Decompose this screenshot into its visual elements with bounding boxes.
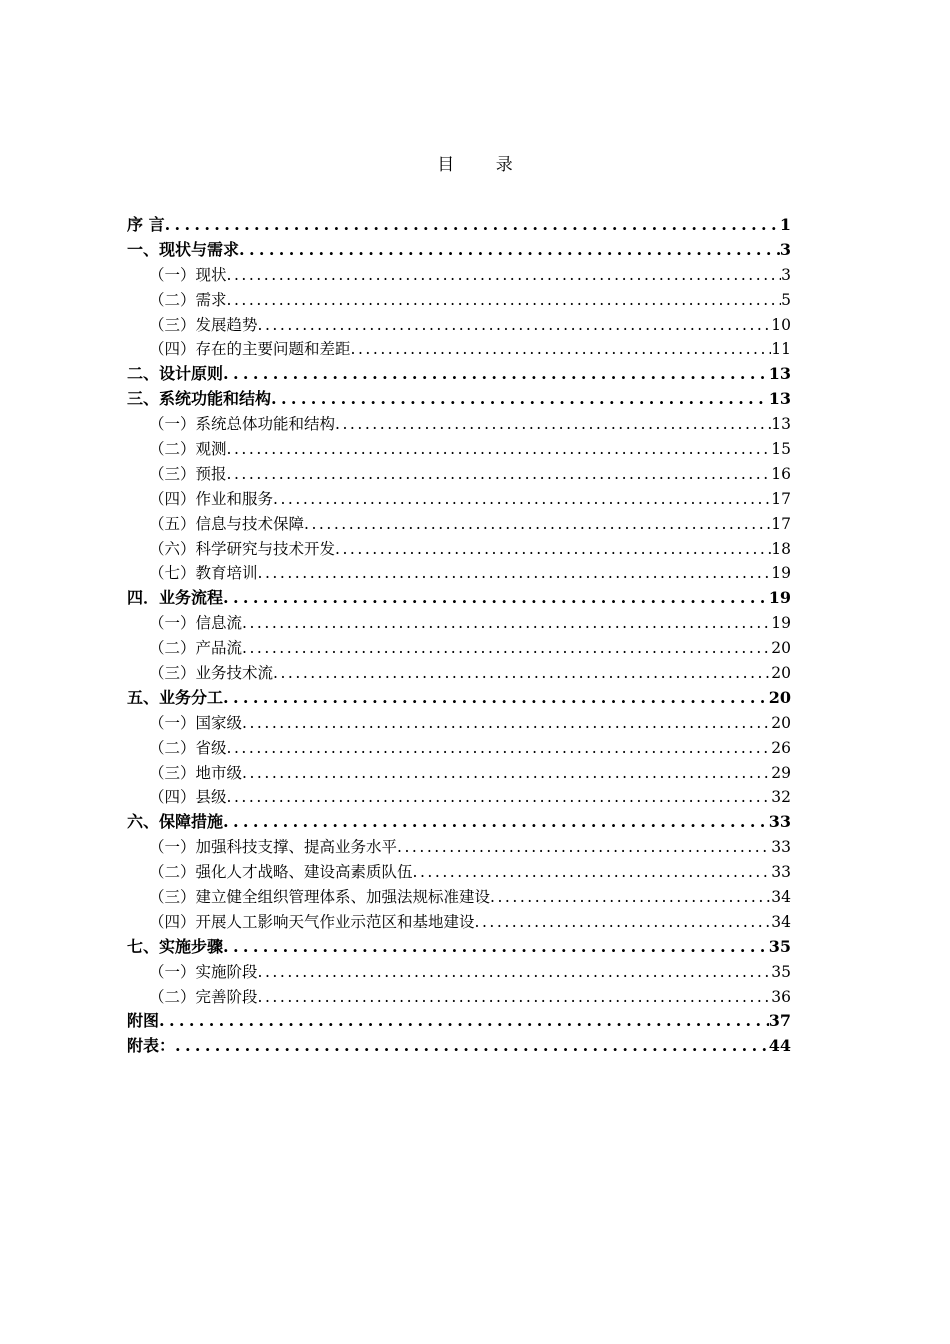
toc-entry[interactable] <box>127 611 791 636</box>
toc-dot-leader <box>242 761 771 786</box>
toc-dot-leader <box>258 985 772 1010</box>
toc-dot-leader <box>490 885 771 910</box>
toc-entry-page-number: 11 <box>771 340 791 359</box>
toc-dot-leader <box>335 537 771 562</box>
toc-dot-leader <box>304 512 771 537</box>
toc-entry-label: （三）建立健全组织管理体系、加强法规标准建设 <box>149 888 491 907</box>
toc-entry-label: 六、保障措施 <box>127 812 224 832</box>
toc-entry-page-number: 13 <box>768 389 791 409</box>
toc-dot-leader <box>223 362 769 387</box>
toc-entry-label: （一）加强科技支撑、提高业务水平 <box>149 838 398 857</box>
toc-entry-page-number: 33 <box>771 838 791 857</box>
toc-dot-leader <box>271 387 769 412</box>
toc-entry[interactable] <box>127 860 791 885</box>
toc-entry-label: （一）信息流 <box>149 614 243 633</box>
toc-dot-leader <box>239 238 780 263</box>
toc-entry-label: （四）作业和服务 <box>149 489 274 508</box>
toc-entry-page-number: 17 <box>771 514 791 533</box>
toc-entry[interactable] <box>127 835 791 860</box>
toc-entry[interactable] <box>127 288 791 313</box>
toc-entry[interactable] <box>127 810 791 835</box>
toc-entry-page-number: 34 <box>771 912 791 931</box>
page-title: 目 录 <box>437 155 531 175</box>
toc-entry-label: 序 言 <box>127 214 165 234</box>
toc-entry[interactable] <box>127 561 791 586</box>
toc-entry[interactable] <box>127 238 791 263</box>
toc-dot-leader <box>258 960 772 985</box>
toc-entry-page-number: 18 <box>771 539 791 558</box>
toc-entry[interactable] <box>127 313 791 338</box>
toc-entry-label: （五）信息与技术保障 <box>149 514 305 533</box>
toc-entry-page-number: 3 <box>781 265 791 284</box>
toc-dot-leader <box>227 288 782 313</box>
toc-dot-leader <box>165 213 780 238</box>
toc-entry-page-number: 35 <box>768 936 791 956</box>
toc-entry-page-number: 13 <box>768 364 791 384</box>
toc-entry-label: 三、系统功能和结构 <box>127 389 272 409</box>
toc-entry[interactable] <box>127 412 791 437</box>
toc-dot-leader <box>159 1010 769 1035</box>
toc-entry-page-number: 20 <box>771 639 791 658</box>
toc-entry[interactable] <box>127 686 791 711</box>
toc-entry-label: （一）现状 <box>149 265 227 284</box>
toc-entry-page-number: 5 <box>781 290 791 309</box>
toc-entry[interactable] <box>127 586 791 611</box>
toc-entry[interactable] <box>127 263 791 288</box>
toc-entry-label: 七、实施步骤 <box>127 936 224 956</box>
toc-entry-page-number: 16 <box>771 464 791 483</box>
toc-dot-leader <box>397 835 771 860</box>
toc-entry-page-number: 44 <box>768 1036 791 1056</box>
toc-dot-leader <box>227 785 772 810</box>
toc-entry[interactable] <box>127 736 791 761</box>
toc-entry-page-number: 20 <box>771 664 791 683</box>
toc-dot-leader <box>227 263 782 288</box>
toc-dot-leader <box>351 337 772 362</box>
toc-entry-label: （三）地市级 <box>149 763 243 782</box>
toc-entry-page-number: 32 <box>771 788 791 807</box>
toc-dot-leader <box>242 611 771 636</box>
toc-entry-page-number: 37 <box>768 1011 791 1031</box>
toc-entry-label: （七）教育培训 <box>149 564 258 583</box>
toc-dot-leader <box>227 462 772 487</box>
toc-entry-page-number: 35 <box>771 962 791 981</box>
toc-entry[interactable] <box>127 1010 791 1035</box>
toc-dot-leader <box>227 437 772 462</box>
toc-dot-leader <box>258 313 772 338</box>
toc-entry-page-number: 15 <box>771 440 791 458</box>
toc-entry-label: （二）需求 <box>149 290 227 309</box>
toc-dot-leader <box>223 586 769 611</box>
toc-entry[interactable] <box>127 661 791 686</box>
toc-entry-page-number: 13 <box>771 415 791 434</box>
toc-entry-label: 附图 <box>127 1011 160 1031</box>
toc-entry-label: （四）县级 <box>149 788 227 807</box>
toc-entry-page-number: 1 <box>779 214 791 234</box>
toc-dot-leader <box>475 910 772 935</box>
toc-entry[interactable] <box>127 437 791 462</box>
table-of-contents <box>127 213 791 1059</box>
toc-dot-leader <box>273 661 771 686</box>
toc-entry-page-number: 20 <box>768 687 791 707</box>
toc-entry[interactable] <box>127 487 791 512</box>
toc-entry[interactable] <box>127 636 791 661</box>
toc-entry-label: 四．业务流程 <box>127 588 224 608</box>
toc-entry[interactable] <box>127 512 791 537</box>
toc-entry-label: 二、设计原则 <box>127 364 224 384</box>
toc-entry-label: 附表： <box>127 1036 176 1056</box>
toc-entry-page-number: 19 <box>771 614 791 633</box>
toc-dot-leader <box>242 711 771 736</box>
toc-entry-page-number: 33 <box>768 812 791 832</box>
toc-entry[interactable] <box>127 462 791 487</box>
toc-dot-leader <box>413 860 772 885</box>
toc-entry-page-number: 34 <box>771 888 791 907</box>
toc-entry[interactable] <box>127 960 791 985</box>
toc-entry-label: （四）存在的主要问题和差距 <box>149 340 351 359</box>
toc-entry-label: （二）产品流 <box>149 639 243 658</box>
toc-entry-page-number: 33 <box>771 863 791 882</box>
toc-entry-label: （六）科学研究与技术开发 <box>149 539 336 558</box>
toc-dot-leader <box>258 561 772 586</box>
toc-dot-leader <box>335 412 771 437</box>
toc-entry-page-number: 20 <box>771 713 791 732</box>
toc-entry[interactable] <box>127 537 791 562</box>
toc-entry[interactable] <box>127 910 791 935</box>
toc-dot-leader <box>223 935 769 960</box>
toc-entry-page-number: 29 <box>771 763 791 782</box>
toc-dot-leader <box>242 636 771 661</box>
toc-entry-label: （一）系统总体功能和结构 <box>149 415 336 434</box>
toc-entry[interactable] <box>127 985 791 1010</box>
toc-entry-label: 一、现状与需求 <box>127 239 240 259</box>
toc-entry-page-number: 19 <box>768 588 791 608</box>
toc-entry-page-number: 3 <box>779 239 791 259</box>
toc-entry-page-number: 19 <box>771 564 791 583</box>
toc-entry[interactable] <box>127 213 791 238</box>
toc-entry-label: （二）省级 <box>149 738 227 757</box>
toc-dot-leader <box>227 736 772 761</box>
toc-dot-leader <box>223 686 769 711</box>
toc-entry[interactable] <box>127 761 791 786</box>
toc-entry[interactable] <box>127 337 791 362</box>
toc-entry-label: 五、业务分工 <box>127 687 224 707</box>
toc-entry[interactable] <box>127 711 791 736</box>
toc-entry[interactable] <box>127 885 791 910</box>
toc-entry[interactable] <box>127 362 791 387</box>
toc-dot-leader <box>223 810 769 835</box>
toc-entry-label: （三）预报 <box>149 464 227 483</box>
toc-entry-label: （二）完善阶段 <box>149 987 258 1006</box>
toc-dot-leader <box>175 1034 769 1059</box>
toc-entry-label: （三）发展趋势 <box>149 315 258 334</box>
toc-entry[interactable] <box>127 387 791 412</box>
toc-dot-leader <box>273 487 771 512</box>
toc-entry-label: （一）国家级 <box>149 713 243 732</box>
toc-entry-label: （四）开展人工影响天气作业示范区和基地建设 <box>149 912 475 931</box>
toc-entry-label: （一）实施阶段 <box>149 962 258 981</box>
toc-entry[interactable] <box>127 1034 791 1059</box>
toc-entry-label: （二）强化人才战略、建设高素质队伍 <box>149 863 413 882</box>
toc-entry-page-number: 10 <box>771 315 791 334</box>
toc-entry-page-number: 36 <box>771 987 791 1006</box>
toc-entry[interactable] <box>127 785 791 810</box>
toc-entry[interactable] <box>127 935 791 960</box>
toc-entry-page-number: 17 <box>771 489 791 508</box>
toc-entry-label: （二）观测 <box>149 440 227 458</box>
toc-entry-page-number: 26 <box>771 738 791 757</box>
toc-entry-label: （三）业务技术流 <box>149 664 274 683</box>
